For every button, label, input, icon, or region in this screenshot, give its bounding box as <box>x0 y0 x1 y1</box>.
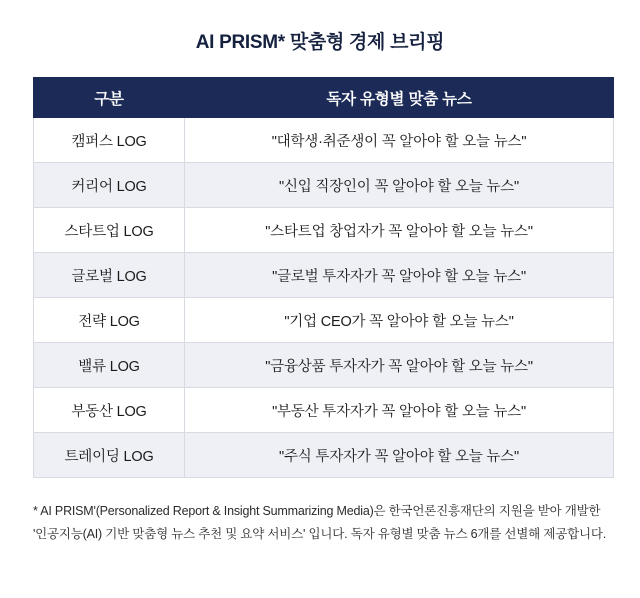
cell-category: 캠퍼스 LOG <box>34 118 185 163</box>
cell-news: "글로벌 투자자가 꼭 알아야 할 오늘 뉴스" <box>185 253 614 298</box>
table-row <box>34 163 614 208</box>
cell-news: "주식 투자자가 꼭 알아야 할 오늘 뉴스" <box>185 433 614 478</box>
table-row <box>34 343 614 388</box>
table-row <box>34 208 614 253</box>
cell-category: 부동산 LOG <box>34 388 185 433</box>
page-title: AI PRISM* 맞춤형 경제 브리핑 <box>195 32 445 53</box>
table-header-row <box>34 78 614 118</box>
table-header <box>34 78 614 118</box>
column-header-news: 독자 유형별 맞춤 뉴스 <box>185 78 614 118</box>
table-row <box>34 433 614 478</box>
table-row <box>34 298 614 343</box>
cell-category: 밸류 LOG <box>34 343 185 388</box>
briefing-table <box>33 77 614 478</box>
cell-news: "대학생·취준생이 꼭 알아야 할 오늘 뉴스" <box>185 118 614 163</box>
cell-news: "기업 CEO가 꼭 알아야 할 오늘 뉴스" <box>185 298 614 343</box>
cell-news: "스타트업 창업자가 꼭 알아야 할 오늘 뉴스" <box>185 208 614 253</box>
cell-news: "부동산 투자자가 꼭 알아야 할 오늘 뉴스" <box>185 388 614 433</box>
cell-category: 커리어 LOG <box>34 163 185 208</box>
cell-category: 전략 LOG <box>34 298 185 343</box>
table-row <box>34 253 614 298</box>
column-header-category: 구분 <box>34 78 185 118</box>
footnote-text: * AI PRISM'(Personalized Report & Insight Summarizing Media)은 한국언론진흥재단의 지원을 받아 개발한 '인공지능(AI) 기반 맞춤형 뉴스 추천 및 요약 서비스' 입니다. 독자 유형별 맞춤 뉴스 6개를 선별해 제공합니다. <box>33 504 606 542</box>
table-row <box>34 388 614 433</box>
cell-category: 트레이딩 LOG <box>34 433 185 478</box>
table-row <box>34 118 614 163</box>
cell-news: "신입 직장인이 꼭 알아야 할 오늘 뉴스" <box>185 163 614 208</box>
cell-news: "금융상품 투자자가 꼭 알아야 할 오늘 뉴스" <box>185 343 614 388</box>
cell-category: 스타트업 LOG <box>34 208 185 253</box>
cell-category: 글로벌 LOG <box>34 253 185 298</box>
table-body <box>34 118 614 478</box>
